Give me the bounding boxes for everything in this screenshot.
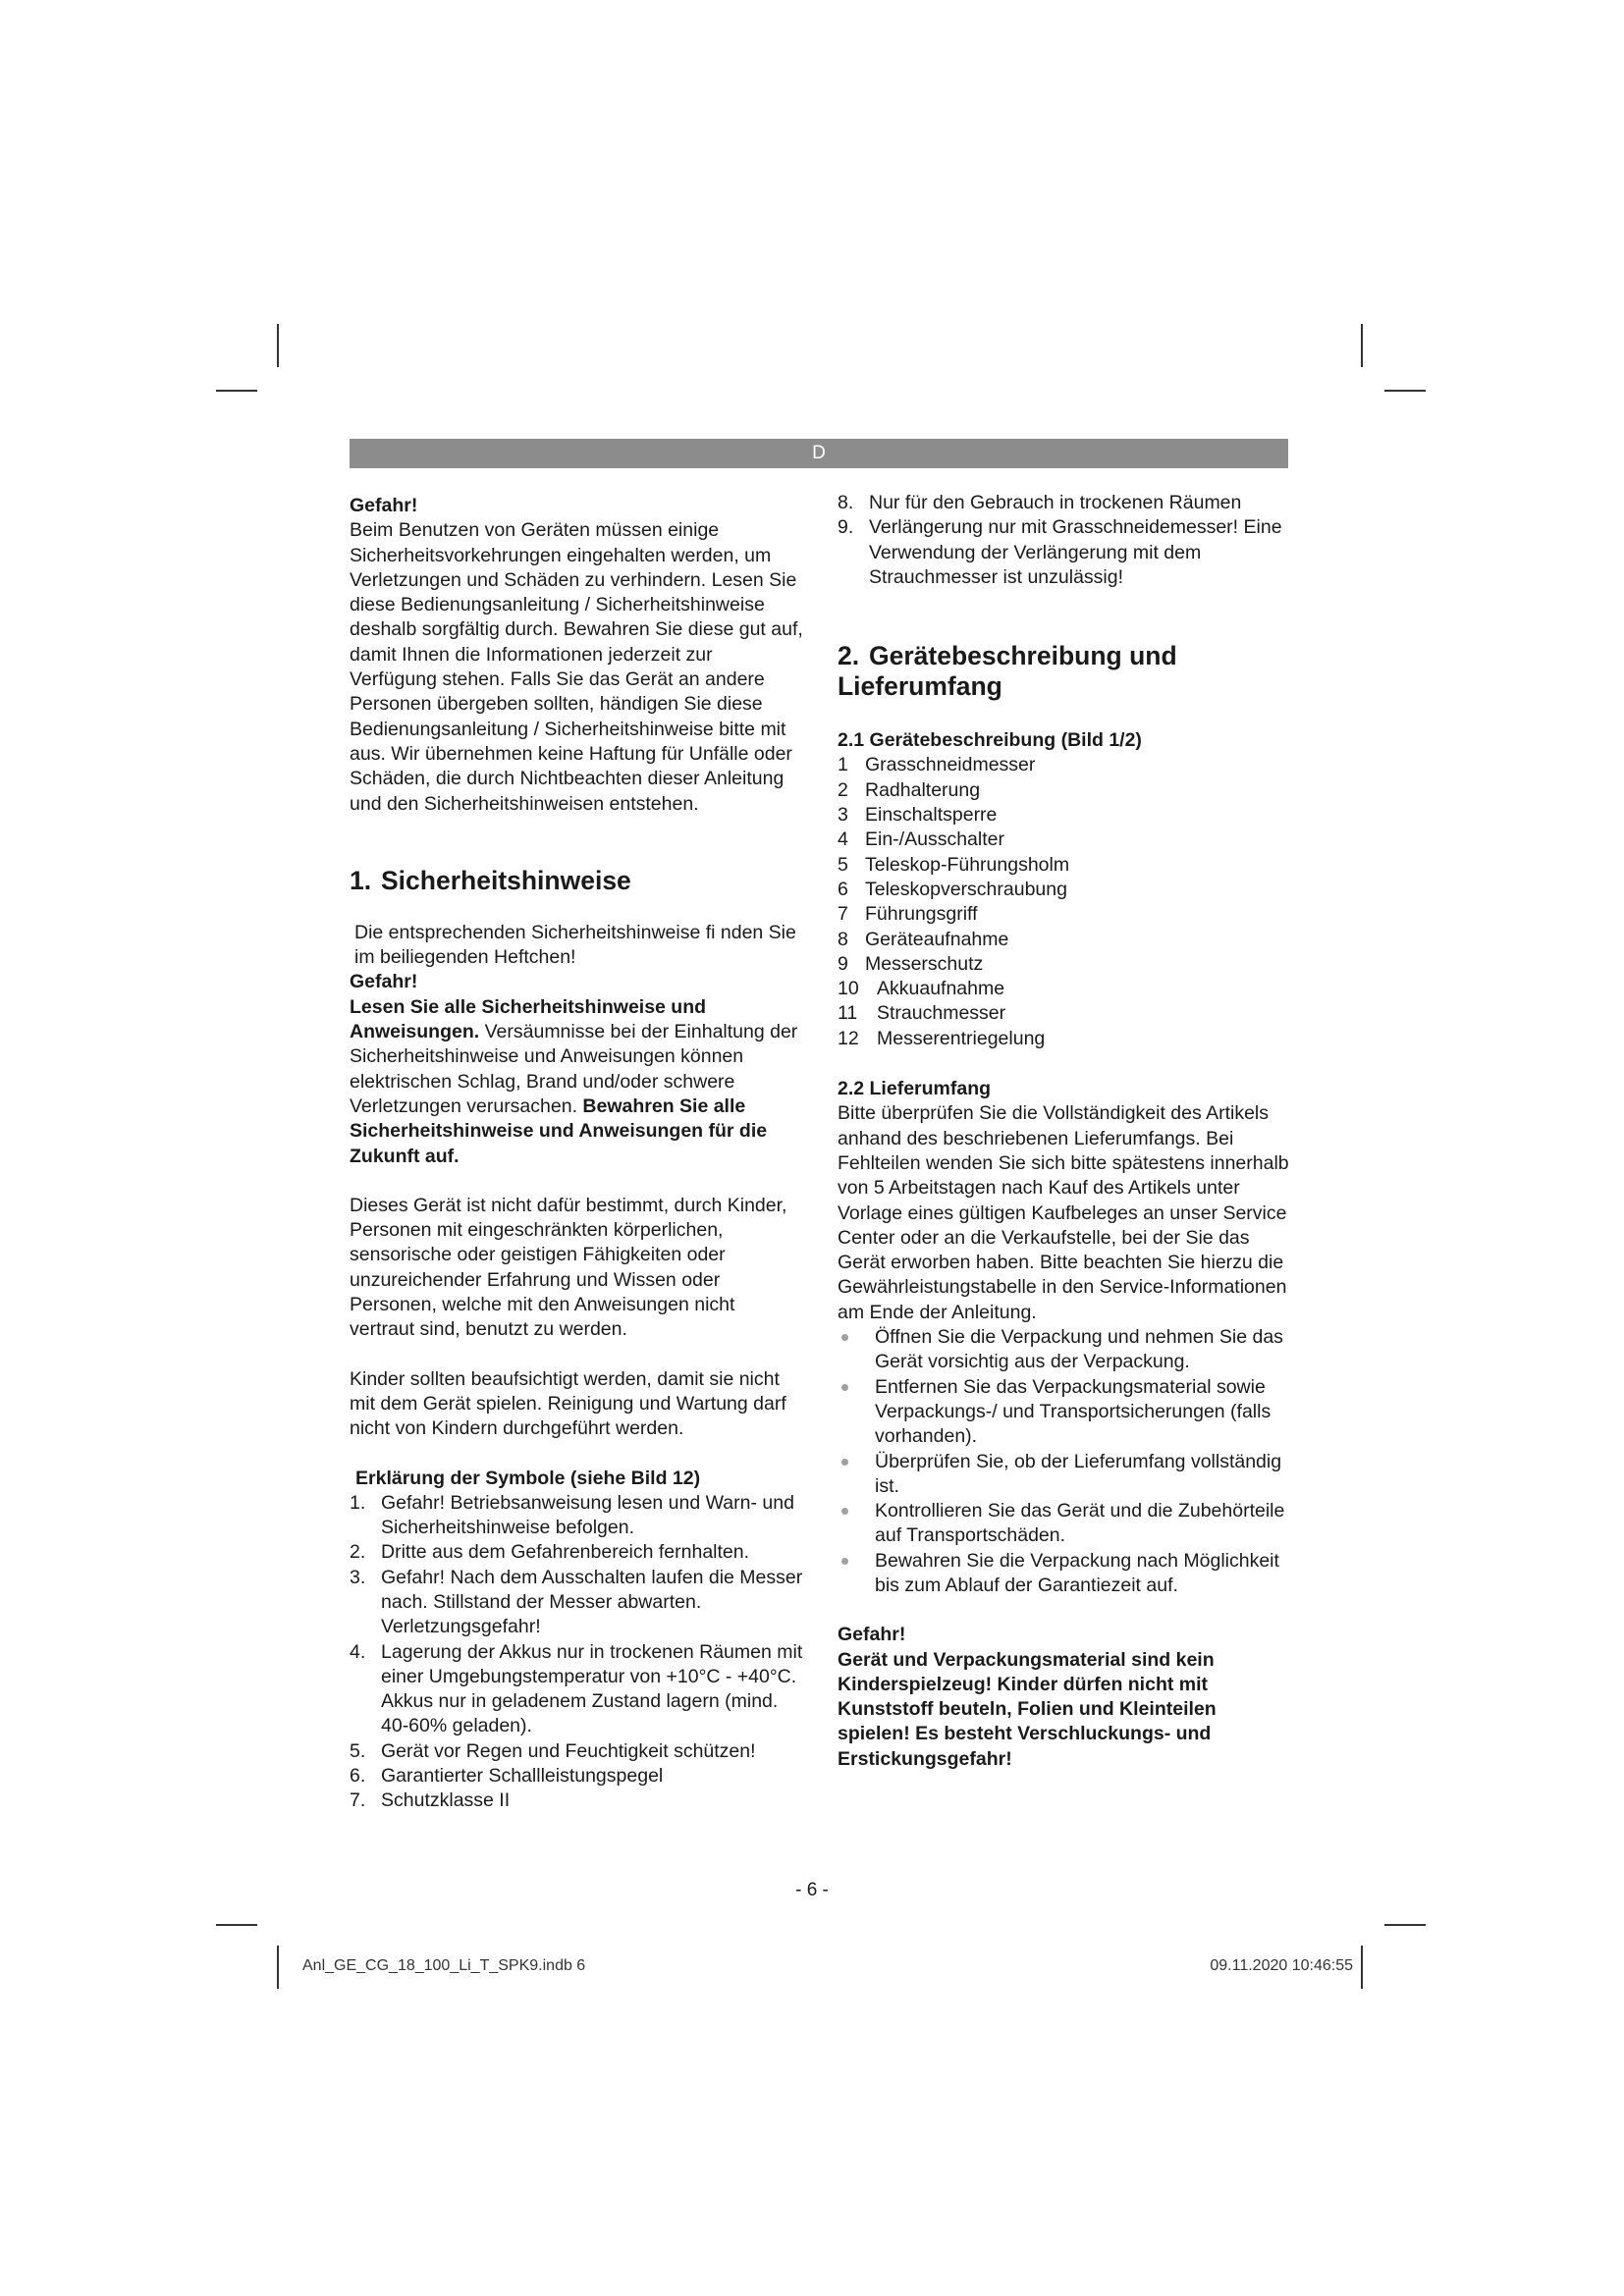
list-item: 5 Teleskop-Führungsholm [838, 853, 1070, 876]
section-2-number: 2. [838, 641, 860, 671]
danger-heading: Gefahr! [350, 495, 418, 516]
list-item: Überprüfen Sie, ob der Lieferumfang vollständig ist. [838, 1450, 1291, 1500]
list-item: Entfernen Sie das Verpackungsmaterial sowie Verpackungs-/ und Transportsicherungen (falls vorhanden). [838, 1375, 1291, 1450]
section-2-title: Gerätebeschreibung und Lieferumfang [838, 641, 1177, 702]
packaging-warning: Gerät und Verpackungsmaterial sind kein Kinderspielzeug! Kinder dürfen nicht mit Kunststoff beuteln, Folien und Kleinteilen spielen! Es besteht Verschluckungs- und Erstickungsgefahr! [838, 1648, 1217, 1770]
symbols-heading: Erklärung der Symbole (siehe Bild 12) [355, 1467, 701, 1489]
footer-filename: Anl_GE_CG_18_100_Li_T_SPK9.indb 6 [302, 1957, 586, 1974]
danger-heading: Gefahr! [838, 1624, 906, 1646]
section-2-heading [838, 641, 1291, 702]
read-all-text: Versäumnisse bei der Einhaltung der Sicherheitshinweise und Anweisungen können elektrischen Schlag, Brand und/oder schwere Verletzungen verursachen. [350, 1021, 798, 1117]
list-item: 1 Grasschneidmesser [838, 754, 1036, 776]
section-1-number: 1. [350, 865, 372, 895]
list-item: 6. Garantierter Schallleistungspegel [350, 1765, 664, 1788]
danger-heading: Gefahr! [350, 971, 418, 993]
delivery-paragraph: Bitte überprüfen Sie die Vollständigkeit des Artikels anhand des beschriebenen Lieferumfangs. Bei Fehlteilen wenden Sie sich bitte spätestens innerhalb von 5 Arbeitstagen nach Kauf des Artikels unter Vorlage eines gültigen Kaufbeleges an unser Service Center oder an die Verkaufstelle, bei der Sie das Gerät erworben haben. Bitte beachten Sie hierzu die Gewährleistungstabelle in den Service-Informationen am Ende der Anleitung. [838, 1102, 1289, 1323]
section-2-2-heading: 2.2 Lieferumfang [838, 1078, 992, 1100]
safety-reference-text: Die entsprechenden Sicherheitshinweise fi nden Sie im beiliegenden Heftchen! [354, 921, 796, 969]
list-item: 12 Messerentriegelung [838, 1027, 1046, 1049]
list-item: 3. Gefahr! Nach dem Ausschalten laufen die Messer nach. Stillstand der Messer abwarten. Verletzungsgefahr! [350, 1566, 803, 1638]
list-item: 7. Schutzklasse II [350, 1789, 511, 1812]
list-item: 11 Strauchmesser [838, 1002, 1006, 1025]
list-item: 8. Nur für den Gebrauch in trockenen Räumen [838, 492, 1242, 513]
read-all-paragraph [350, 995, 803, 1169]
language-label: D [812, 443, 826, 463]
bullet-icon [841, 1384, 848, 1391]
list-item: 2. Dritte aus dem Gefahrenbereich fernhalten. [350, 1541, 750, 1564]
list-item: 9 Messerschutz [838, 952, 984, 975]
section-1-heading [350, 866, 803, 896]
list-item: Öffnen Sie die Verpackung und nehmen Sie das Gerät vorsichtig aus der Verpackung. [838, 1325, 1291, 1375]
list-item: 2 Radhalterung [838, 778, 981, 801]
read-all-bold: Lesen Sie alle Sicherheitshinweise und Anweisungen. [350, 995, 707, 1043]
parts-list [838, 753, 1291, 1051]
list-item: 8 Geräteaufnahme [838, 928, 1009, 950]
list-item: 5. Gerät vor Regen und Feuchtigkeit schützen! [350, 1739, 756, 1762]
list-item: 6 Teleskopverschraubung [838, 878, 1067, 900]
crop-mark-bottom-right-h [1384, 1924, 1426, 1926]
unpacking-list [838, 1325, 1291, 1598]
section-2-1-heading: 2.1 Gerätebeschreibung (Bild 1/2) [838, 729, 1142, 752]
children-paragraph: Kinder sollten beaufsichtigt werden, damit sie nicht mit dem Gerät spielen. Reinigung und Wartung darf nicht von Kindern durchgeführt werden. [350, 1367, 786, 1440]
right-column [838, 491, 1291, 1772]
list-item: Kontrollieren Sie das Gerät und die Zubehörteile auf Transportschäden. [838, 1499, 1291, 1549]
language-header-bar [350, 439, 1288, 468]
list-item: 9. Verlängerung nur mit Grasschneidemesser! Eine Verwendung der Verlängerung mit dem Strauchmesser ist unzulässig! [838, 516, 1282, 588]
section-1-title: Sicherheitshinweise [381, 865, 631, 895]
list-item: 1. Gefahr! Betriebsanweisung lesen und Warn- und Sicherheitshinweise befolgen. [350, 1491, 794, 1539]
bullet-icon [841, 1459, 848, 1466]
keep-instructions-bold: Bewahren Sie alle Sicherheitshinweise und Anweisungen für die Zukunft auf. [350, 1095, 768, 1167]
list-item: 7 Führungsgriff [838, 903, 978, 926]
persons-paragraph: Dieses Gerät ist nicht dafür bestimmt, durch Kinder, Personen mit eingeschränkten körperlichen, sensorische oder geistigen Fähigkeiten oder unzureichender Erfahrung und Wissen oder Personen, welche mit den Anweisungen nicht vertraut sind, benutzt zu werden. [350, 1194, 787, 1341]
footer-timestamp: 09.11.2020 10:46:55 [1210, 1957, 1353, 1974]
bullet-icon [841, 1334, 848, 1341]
crop-mark-bottom-right-v [1361, 1946, 1363, 1989]
list-item: 4 Ein-/Ausschalter [838, 828, 1004, 851]
list-item: 10 Akkuaufnahme [838, 978, 1005, 1000]
crop-mark-top-right-v [1361, 324, 1363, 367]
page-number: - 6 - [795, 1880, 829, 1900]
crop-mark-bottom-left-v [277, 1946, 279, 1989]
crop-mark-top-left-h [216, 390, 257, 392]
crop-mark-top-left-v [277, 324, 279, 367]
symbols-list [350, 1491, 803, 1814]
bullet-icon [841, 1558, 848, 1565]
symbols-list-continued [838, 491, 1291, 590]
intro-paragraph: Beim Benutzen von Geräten müssen einige Sicherheitsvorkehrungen eingehalten werden, um Verletzungen und Schäden zu verhindern. Lesen Sie diese Bedienungsanleitung / Sicherheitshinweise deshalb sorgfältig durch. Bewahren Sie diese gut auf, damit Ihnen die Informationen jederzeit zur Verfügung stehen. Falls Sie das Gerät an andere Personen übergeben sollten, händigen Sie diese Bedienungsanleitung / Sicherheitshinweise bitte mit aus. Wir übernehmen keine Haftung für Unfälle oder Schäden, die durch Nichtbeachten dieser Anleitung und den Sicherheitshinweisen entstehen. [350, 519, 803, 815]
bullet-icon [841, 1508, 848, 1515]
left-column [350, 494, 803, 1814]
list-item: 3 Einschaltsperre [838, 804, 998, 827]
list-item: Bewahren Sie die Verpackung nach Möglichkeit bis zum Ablauf der Garantiezeit auf. [838, 1549, 1291, 1599]
crop-mark-bottom-left-h [216, 1924, 257, 1926]
list-item: 4. Lagerung der Akkus nur in trockenen Räumen mit einer Umgebungstemperatur von +10°C - +40°C. Akkus nur in geladenem Zustand lagern (mind. 40-60% geladen). [350, 1640, 803, 1737]
crop-mark-top-right-h [1384, 390, 1426, 392]
